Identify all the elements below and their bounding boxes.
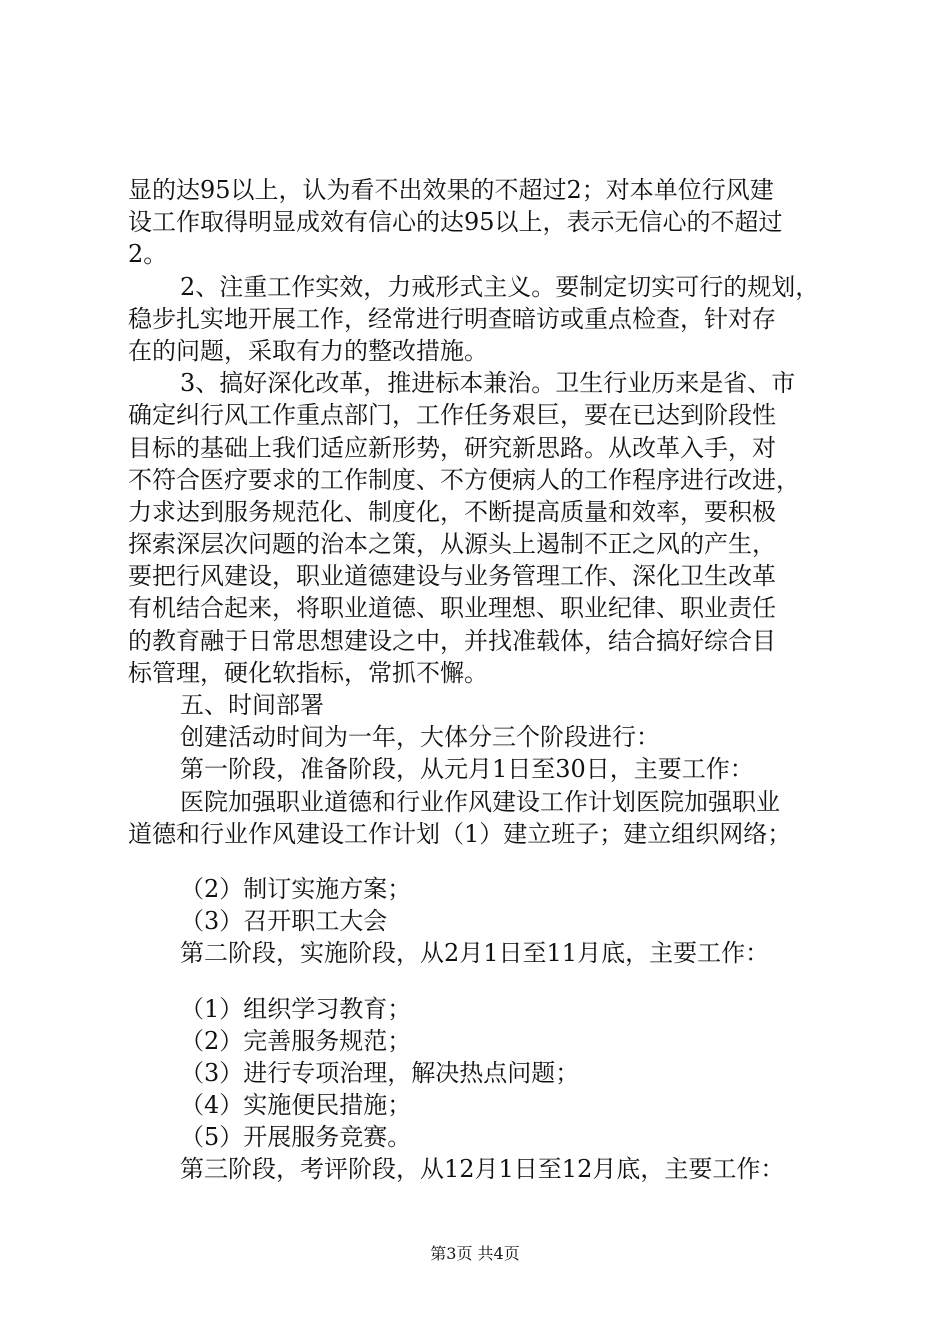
text-line: 医院加强职业道德和行业作风建设工作计划医院加强职业 xyxy=(180,787,780,816)
text-line: 要把行风建设，职业道德建设与业务管理工作、深化卫生改革 xyxy=(128,562,776,591)
list-item: （5）开展服务竞赛。 xyxy=(180,1123,412,1152)
text-line: 的教育融于日常思想建设之中，并找准载体，结合搞好综合目 xyxy=(128,626,776,655)
page-footer: 第3页 共4页 xyxy=(430,1244,520,1263)
text-line: 有机结合起来，将职业道德、职业理想、职业纪律、职业责任 xyxy=(128,594,776,623)
section-heading: 五、时间部署 xyxy=(180,691,324,719)
list-item: （4）实施便民措施； xyxy=(180,1091,412,1120)
list-item: （2）制订实施方案； xyxy=(180,874,412,903)
text-line: 稳步扎实地开展工作，经常进行明查暗访或重点检查，针对存 xyxy=(128,304,776,333)
text-line: 2、注重工作实效，力戒形式主义。要制定切实可行的规划， xyxy=(180,272,820,301)
text-line: 不符合医疗要求的工作制度、不方便病人的工作程序进行改进， xyxy=(128,465,800,494)
list-item: （1）组织学习教育； xyxy=(180,994,412,1023)
list-item: （3）召开职工大会 xyxy=(180,907,388,936)
text-line: 2。 xyxy=(128,240,168,269)
list-item: （3）进行专项治理，解决热点问题； xyxy=(180,1058,580,1087)
text-line: 第二阶段，实施阶段，从2月1日至11月底，主要工作： xyxy=(180,939,770,968)
text-line: 力求达到服务规范化、制度化，不断提高质量和效率，要积极 xyxy=(128,497,776,526)
document-body xyxy=(128,174,840,1186)
list-item: （2）完善服务规范； xyxy=(180,1026,412,1055)
spacer xyxy=(128,970,840,993)
text-line: 标管理，硬化软指标，常抓不懈。 xyxy=(128,658,488,687)
text-line: 确定纠行风工作重点部门，工作任务艰巨，要在已达到阶段性 xyxy=(128,401,776,430)
spacer xyxy=(128,850,840,873)
text-line: 探索深层次问题的治本之策，从源头上遏制不正之风的产生， xyxy=(128,530,776,559)
text-line: 显的达95以上，认为看不出效果的不超过2；对本单位行风建 xyxy=(128,176,774,204)
text-line: 目标的基础上我们适应新形势，研究新思路。从改革入手，对 xyxy=(128,433,776,462)
text-line: 设工作取得明显成效有信心的达95以上，表示无信心的不超过 xyxy=(128,208,783,237)
text-line: 创建活动时间为一年，大体分三个阶段进行： xyxy=(180,723,660,752)
text-line: 道德和行业作风建设工作计划（1）建立班子；建立组织网络； xyxy=(128,819,792,848)
text-line: 在的问题，采取有力的整改措施。 xyxy=(128,336,488,365)
text-line: 3、搞好深化改革，推进标本兼治。卫生行业历来是省、市 xyxy=(180,369,796,398)
text-line: 第三阶段，考评阶段，从12月1日至12月底，主要工作： xyxy=(180,1155,785,1184)
text-line: 第一阶段，准备阶段，从元月1日至30日，主要工作： xyxy=(180,755,754,784)
